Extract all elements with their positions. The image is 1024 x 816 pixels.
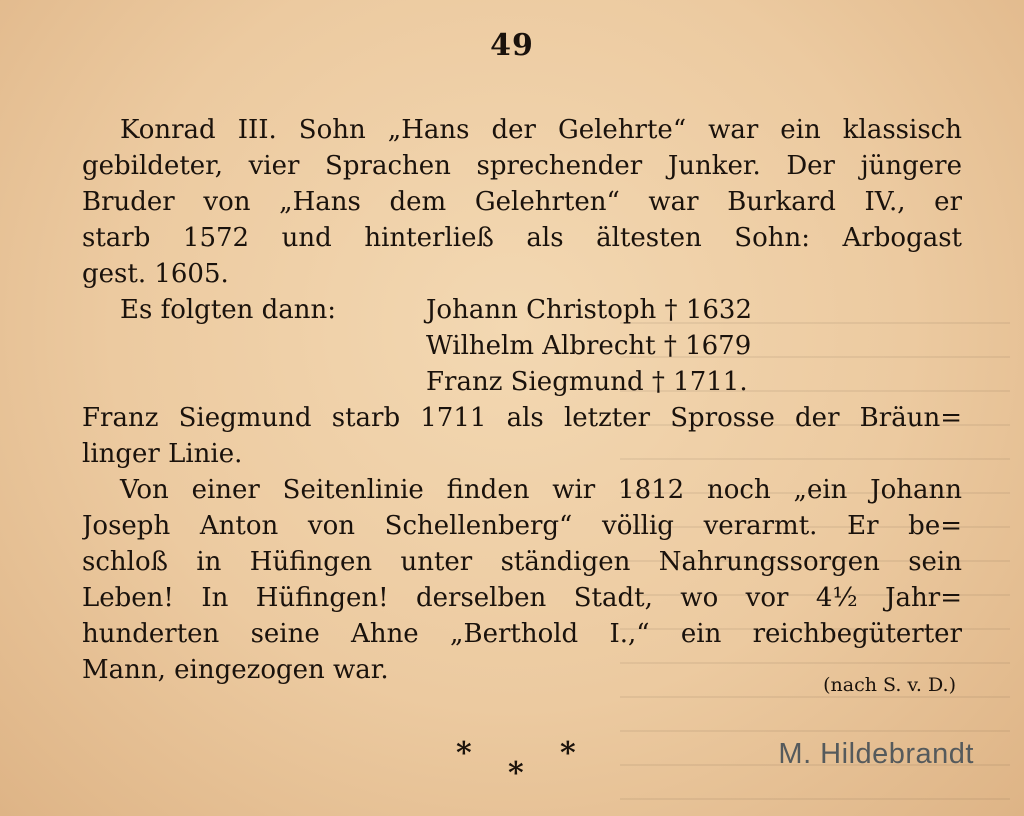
page-number: 49 bbox=[490, 28, 534, 63]
text-line: starb 1572 und hinterließ als ältesten Sohn: Arbogast bbox=[82, 223, 962, 253]
text-line: Joseph Anton von Schellenberg“ völlig verarmt. Er be= bbox=[82, 511, 962, 541]
text-line: Mann, eingezogen war. bbox=[82, 655, 389, 685]
text-line: Bruder von „Hans dem Gelehrten“ war Burkard IV., er bbox=[82, 187, 962, 217]
asterisk-mark: * bbox=[456, 736, 472, 771]
text-line: linger Linie. bbox=[82, 439, 243, 469]
text-line: gest. 1605. bbox=[82, 259, 229, 289]
asterisk-mark: * bbox=[560, 736, 576, 771]
succession-row bbox=[82, 292, 962, 328]
asterisk-mark: * bbox=[508, 756, 524, 791]
source-attribution: (nach S. v. D.) bbox=[823, 674, 956, 696]
succession-label: Es folgten dann: bbox=[120, 295, 337, 325]
succession-row bbox=[82, 328, 962, 364]
succession-item: Johann Christoph † 1632 bbox=[426, 295, 752, 325]
text-line: Leben! In Hüfingen! derselben Stadt, wo vor 4½ Jahr= bbox=[82, 583, 962, 613]
body-text bbox=[82, 112, 962, 688]
photographer-watermark: M. Hildebrandt bbox=[778, 738, 974, 770]
text-line: hunderten seine Ahne „Berthold I.,“ ein reichbegüterter bbox=[82, 619, 962, 649]
text-line: Von einer Seitenlinie finden wir 1812 noch „ein Johann bbox=[120, 475, 962, 505]
succession-item: Franz Siegmund † 1711. bbox=[426, 367, 748, 397]
succession-item: Wilhelm Albrecht † 1679 bbox=[426, 331, 752, 361]
succession-row bbox=[82, 364, 962, 400]
text-line: Konrad III. Sohn „Hans der Gelehrte“ war ein klassisch bbox=[120, 115, 962, 145]
text-line: gebildeter, vier Sprachen sprechender Junker. Der jüngere bbox=[82, 151, 962, 181]
text-line: schloß in Hüfingen unter ständigen Nahrungssorgen sein bbox=[82, 547, 962, 577]
text-line: Franz Siegmund starb 1711 als letzter Sprosse der Bräun= bbox=[82, 403, 962, 433]
